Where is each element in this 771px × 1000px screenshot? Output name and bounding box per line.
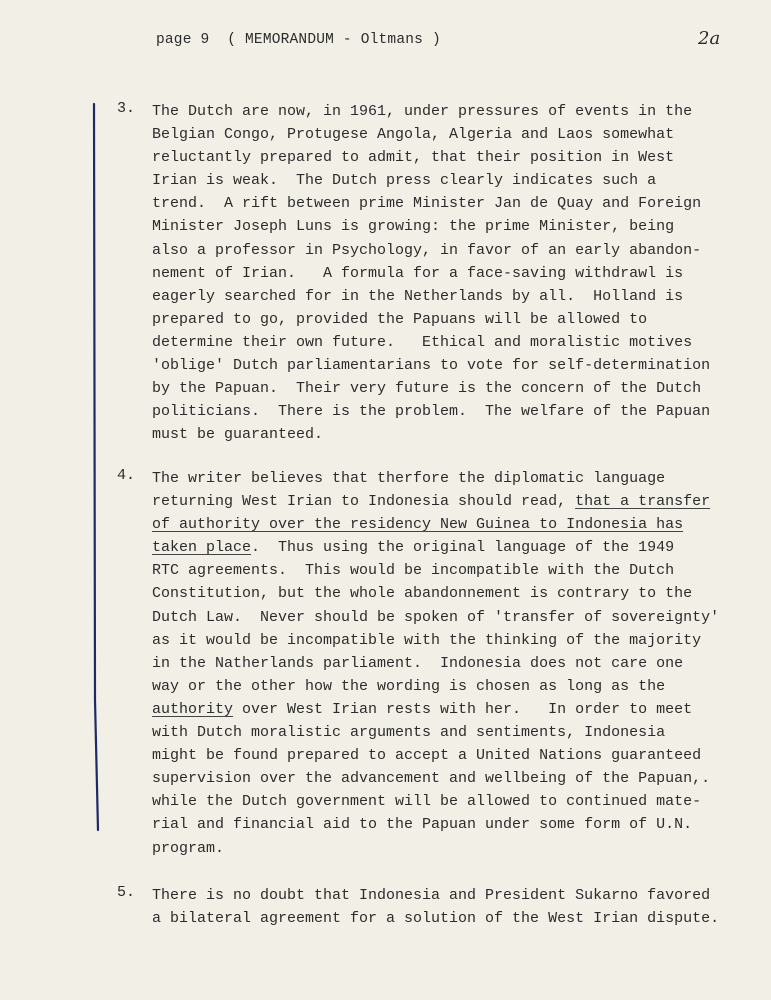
text-line — [152, 215, 710, 238]
text-line — [152, 907, 719, 930]
text-segment: as it would be incompatible with the thinking of the majority — [152, 631, 702, 649]
text-line — [152, 354, 710, 377]
text-line — [152, 308, 710, 331]
text-line — [152, 490, 719, 513]
text-line — [152, 513, 719, 536]
text-segment: Dutch Law. Never should be spoken of 'transfer of sovereignty' — [152, 608, 720, 626]
text-line — [152, 169, 710, 192]
text-line — [152, 262, 710, 285]
text-segment: in the Natherlands parliament. Indonesia does not care one — [152, 654, 684, 672]
text-segment: eagerly searched for in the Netherlands by all. Holland is — [152, 287, 684, 305]
text-line — [152, 239, 710, 262]
text-line — [152, 423, 710, 446]
text-line — [152, 400, 710, 423]
underlined-text: of authority over the residency New Guinea to Indonesia has — [152, 516, 684, 534]
text-segment: way or the other how the wording is chosen as long as the — [152, 677, 666, 695]
text-segment: Belgian Congo, Protugese Angola, Algeria and Laos somewhat — [152, 126, 675, 144]
text-line — [152, 837, 719, 860]
text-line — [152, 146, 710, 169]
text-segment: over West Irian rests with her. In order to meet — [233, 700, 693, 718]
text-segment: The writer believes that therfore the diplomatic language — [152, 470, 666, 487]
text-line — [152, 285, 710, 308]
text-segment: might be found prepared to accept a United Nations guaranteed — [152, 747, 702, 765]
text-segment: reluctantly prepared to admit, that their position in West — [152, 149, 675, 167]
text-line — [152, 123, 710, 146]
text-line — [152, 790, 719, 813]
text-segment: RTC agreements. This would be incompatible with the Dutch — [152, 562, 675, 580]
underlined-text: taken place — [152, 539, 252, 557]
text-line — [152, 192, 710, 215]
text-segment: by the Papuan. Their very future is the concern of the Dutch — [152, 380, 702, 398]
text-segment: trend. A rift between prime Minister Jan de Quay and Foreign — [152, 195, 702, 213]
text-segment: determine their own future. Ethical and moralistic motives — [152, 333, 693, 351]
text-line — [152, 559, 719, 582]
text-segment: The Dutch are now, in 1961, under pressures of events in the — [152, 103, 693, 120]
text-segment: . Thus using the original language of the 1949 — [251, 539, 675, 557]
text-segment: Minister Joseph Luns is growing: the prime Minister, being — [152, 218, 675, 236]
text-segment: a bilateral agreement for a solution of the West Irian dispute. — [152, 910, 720, 928]
paragraph-number: 4. — [117, 467, 136, 484]
text-segment: rial and financial aid to the Papuan under some form of U.N. — [152, 816, 693, 834]
text-segment: program. — [152, 839, 225, 857]
text-segment: nement of Irian. A formula for a face-saving withdrawl is — [152, 264, 684, 282]
underlined-text: that a transfer — [575, 493, 711, 511]
text-segment: Constitution, but the whole abandonnement is contrary to the — [152, 585, 693, 603]
text-line — [152, 100, 710, 123]
text-line — [152, 767, 719, 790]
text-segment: also a professor in Psychology, in favor of an early abandon- — [152, 241, 702, 259]
text-line — [152, 813, 719, 836]
text-line — [152, 698, 719, 721]
text-line — [152, 652, 719, 675]
text-line — [152, 467, 719, 490]
text-segment: prepared to go, provided the Papuans will be allowed to — [152, 310, 648, 328]
text-line — [152, 721, 719, 744]
text-line — [152, 582, 719, 605]
text-line — [152, 377, 710, 400]
text-segment: supervision over the advancement and wellbeing of the Papuan,. — [152, 770, 711, 788]
text-segment: with Dutch moralistic arguments and sentiments, Indonesia — [152, 724, 666, 742]
text-line — [152, 884, 719, 907]
text-segment: while the Dutch government will be allowed to continued mate- — [152, 793, 702, 811]
text-line — [152, 744, 719, 767]
text-segment: 'oblige' Dutch parliamentarians to vote for self-determination — [152, 357, 711, 375]
text-line — [152, 536, 719, 559]
text-segment: returning West Irian to Indonesia should read, — [152, 493, 576, 511]
text-line — [152, 606, 719, 629]
text-segment: politicians. There is the problem. The welfare of the Papuan — [152, 403, 711, 421]
text-line — [152, 629, 719, 652]
paragraph-number: 3. — [117, 100, 136, 117]
handwritten-page-mark: 2a — [698, 28, 721, 49]
underlined-text: authority — [152, 700, 234, 718]
page-header: page 9 ( MEMORANDUM - Oltmans ) — [156, 32, 441, 48]
text-segment: There is no doubt that Indonesia and President Sukarno favored — [152, 887, 711, 904]
paragraph-number: 5. — [117, 884, 136, 901]
text-line — [152, 331, 710, 354]
text-line — [152, 675, 719, 698]
text-segment: must be guaranteed. — [152, 426, 324, 444]
text-segment: Irian is weak. The Dutch press clearly indicates such a — [152, 172, 657, 190]
